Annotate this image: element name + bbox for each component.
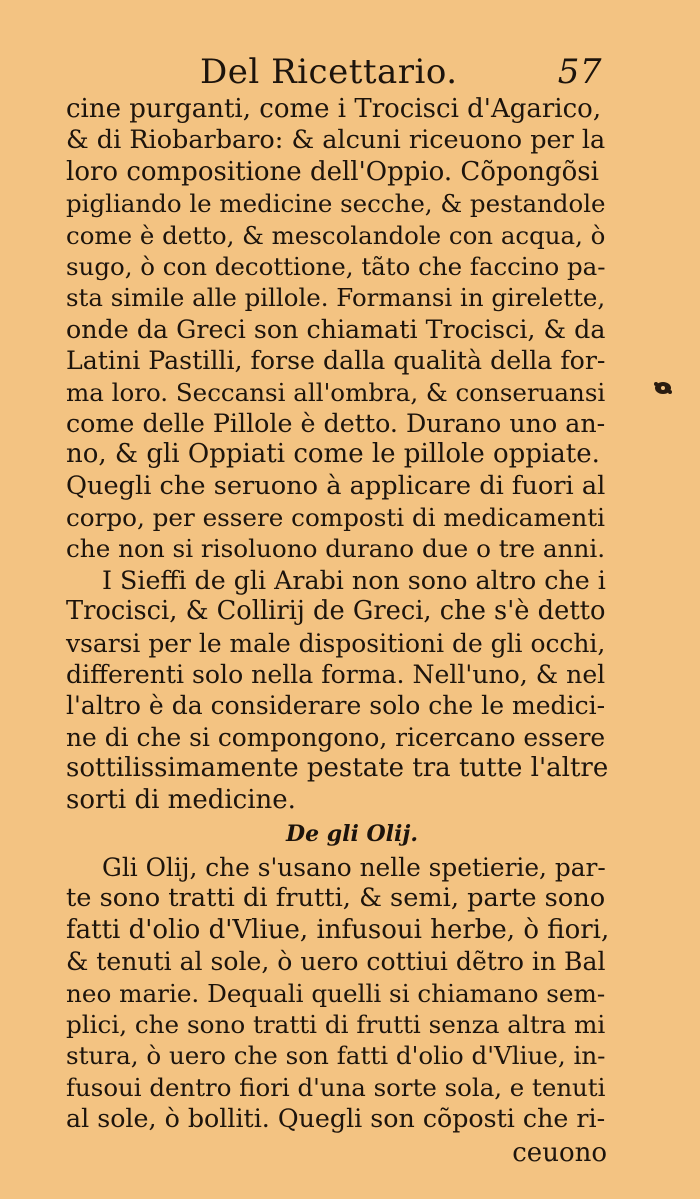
text-line: fusoui dentro fiori d'una sorte sola, e tenuti — [66, 1072, 606, 1102]
running-header — [200, 52, 610, 96]
text-line: sugo, ò con decottione, tãto che faccino pa- — [66, 251, 606, 281]
body-text — [66, 94, 611, 1171]
text-line: corpo, per essere composti di medicamenti — [66, 503, 606, 533]
text-line: che non si risoluono durano due o tre anni. — [66, 534, 606, 564]
text-line: no, & gli Oppiati come le pillole oppiate. — [66, 439, 600, 470]
text-line: stura, ò uero che son fatti d'olio d'Vliue, in- — [66, 1041, 606, 1071]
text-line: Gli Olij, che s'usano nelle spetierie, par- — [102, 852, 606, 882]
text-line: fatti d'olio d'Vliue, infusoui herbe, ò fiori, — [66, 914, 610, 945]
text-line: I Sieffi de gli Arabi non sono altro che i — [102, 565, 606, 595]
text-line: ma loro. Seccansi all'ombra, & conseruansi — [66, 377, 606, 407]
text-line: sta simile alle pillole. Formansi in girelette, — [66, 283, 606, 313]
paragraph-sieffi — [66, 565, 611, 816]
catchword: ceuono — [512, 1137, 607, 1168]
text-line: & tenuti al sole, ò uero cottiui dẽtro in Bal — [66, 947, 606, 977]
text-line: onde da Greci son chiamati Trocisci, & da — [66, 313, 606, 344]
paragraph-olij — [66, 852, 611, 1135]
text-line: come delle Pillole è detto. Durano uno an- — [66, 407, 606, 438]
text-line: sorti di medicine. — [66, 784, 296, 815]
running-title: Del Ricettario. — [200, 52, 458, 92]
text-line: plici, che sono tratti di frutti senza altra mi — [66, 1009, 606, 1039]
paragraph-trocisci — [66, 94, 611, 565]
text-line: pigliando le medicine secche, & pestandole — [66, 189, 606, 219]
text-line: al sole, ò bolliti. Quegli son cõposti che ri- — [66, 1104, 606, 1134]
text-line: ne di che si compongono, ricercano essere — [66, 722, 606, 752]
text-line: te sono tratti di frutti, & semi, parte sono — [66, 883, 606, 914]
text-line: Latini Pastilli, forse dalla qualità della for- — [66, 346, 606, 376]
text-line: Trocisci, & Collirij de Greci, che s'è detto — [66, 596, 606, 627]
text-line: cine purganti, come i Trocisci d'Agarico, — [66, 94, 602, 124]
section-heading: De gli Olij. — [286, 820, 418, 847]
text-line: l'altro è da considerare solo che le medici- — [66, 691, 606, 721]
text-line: Quegli che seruono à applicare di fuori al — [66, 470, 606, 501]
text-line: neo marie. Dequali quelli si chiamano sem- — [66, 978, 606, 1008]
marginal-ornament-icon — [652, 378, 674, 398]
page-number: 57 — [557, 52, 602, 92]
text-line: sottilissimamente pestate tra tutte l'altre — [66, 753, 609, 784]
text-line: come è detto, & mescolandole con acqua, ò — [66, 220, 606, 250]
text-line: & di Riobarbaro: & alcuni riceuono per la — [66, 125, 606, 156]
text-line: vsarsi per le male dispositioni de gli occhi, — [66, 628, 606, 658]
text-line: loro compositione dell'Oppio. Cõpongõsi — [66, 156, 599, 187]
text-line: differenti solo nella forma. Nell'uno, & nel — [66, 660, 606, 690]
